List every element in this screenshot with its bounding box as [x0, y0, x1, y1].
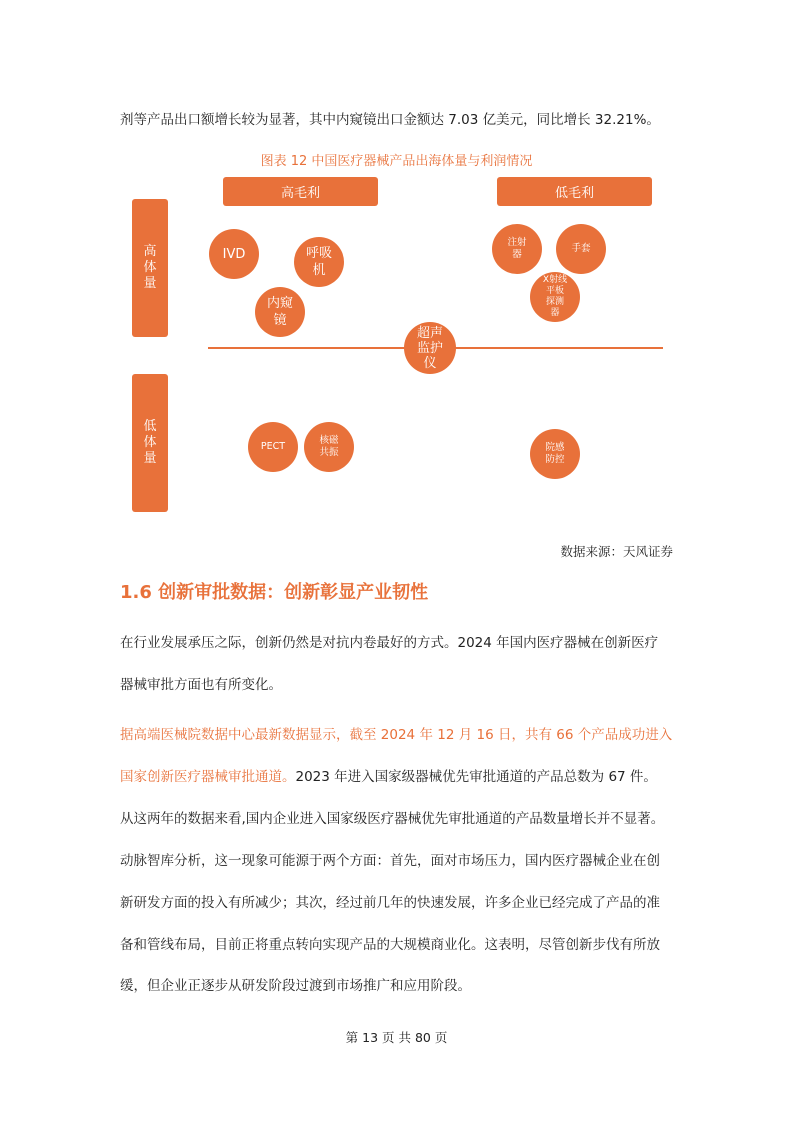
item-pect-label: PECT [260, 441, 286, 452]
paragraph-line: 新研发方面的投入有所减少；其次，经过前几年的快速发展，许多企业已经完成了产品的准 [120, 895, 660, 911]
item-xray-detector [530, 272, 580, 322]
item-label-line: 内窥 [266, 296, 293, 311]
item-label-line: 监护 [416, 340, 443, 356]
item-label-line: 机 [312, 263, 326, 278]
highlight-text: 国家创新医疗器械审批通道。 [120, 769, 296, 785]
item-respirator [294, 237, 344, 287]
column-header-high-margin: 高毛利 [223, 177, 378, 206]
item-label-line: 器 [512, 249, 522, 260]
item-label-line: 注射 [507, 237, 527, 248]
row-header-low-volume [132, 374, 168, 512]
row-header-char: 体 [143, 260, 157, 275]
figure-source: 数据来源：天风证券 [560, 544, 673, 559]
item-label-line: 共振 [319, 447, 339, 458]
item-label-line: 防控 [545, 454, 565, 465]
paragraph-line: 缓，但企业正逐步从研发阶段过渡到市场推广和应用阶段。 [120, 978, 471, 994]
row-header-char: 低 [143, 419, 157, 434]
item-infection-control [530, 429, 580, 479]
row-header-char: 体 [143, 435, 157, 450]
section-heading: 1.6 创新审批数据：创新彰显产业韧性 [120, 582, 429, 603]
paragraph-line: 在行业发展承压之际，创新仍然是对抗内卷最好的方式。2024 年国内医疗器械在创新医疗 [120, 635, 659, 651]
item-label-line: 核磁 [319, 435, 339, 446]
item-label-line: X射线 [542, 275, 568, 285]
row-header-high-volume [132, 199, 168, 337]
item-gloves [556, 224, 606, 274]
item-label-line: 呼吸 [305, 246, 332, 261]
item-gloves-label: 手套 [571, 243, 591, 254]
item-label-line: 探测 [545, 297, 564, 307]
item-ivd-label: IVD [222, 246, 246, 262]
item-ultrasound-monitor [404, 322, 456, 374]
item-label-line: 器 [550, 308, 560, 318]
item-syringe [492, 224, 542, 274]
item-ivd [209, 229, 259, 279]
paragraph-line: 从这两年的数据来看,国内企业进入国家级医疗器械优先审批通道的产品数量增长并不显著。 [120, 811, 665, 827]
highlight-line: 据高端医械院数据中心最新数据显示，截至 2024 年 12 月 16 日，共有 66 个产品成功进入 [120, 727, 673, 743]
row-header-char: 量 [143, 276, 157, 291]
item-endoscope [255, 287, 305, 337]
item-label-line: 平板 [545, 286, 564, 296]
column-header-low-margin: 低毛利 [497, 177, 652, 206]
intro-text: 剂等产品出口额增长较为显著，其中内窥镜出口金额达 7.03 亿美元，同比增长 32.21%。 [120, 112, 660, 128]
item-label-line: 镜 [273, 313, 287, 328]
paragraph-line: 动脉智库分析，这一现象可能源于两个方面：首先，面对市场压力，国内医疗器械企业在创 [120, 853, 660, 869]
item-mri [304, 422, 354, 472]
paragraph-line: 器械审批方面也有所变化。 [120, 677, 282, 693]
row-header-char: 高 [143, 244, 157, 259]
paragraph-line-mixed [120, 765, 657, 785]
item-pect [248, 422, 298, 472]
figure-title: 图表 12 中国医疗器械产品出海体量与利润情况 [260, 154, 533, 169]
item-label-line: 仪 [423, 355, 437, 371]
paragraph-line: 备和管线布局，目前正将重点转向实现产品的大规模商业化。这表明，尽管创新步伐有所放 [120, 937, 660, 953]
plain-text: 2023 年进入国家级器械优先审批通道的产品总数为 67 件。 [295, 769, 657, 785]
page-footer: 第 13 页 共 80 页 [345, 1030, 448, 1045]
item-label-line: 院感 [545, 442, 565, 453]
row-header-char: 量 [143, 451, 157, 466]
item-label-line: 超声 [416, 325, 443, 341]
